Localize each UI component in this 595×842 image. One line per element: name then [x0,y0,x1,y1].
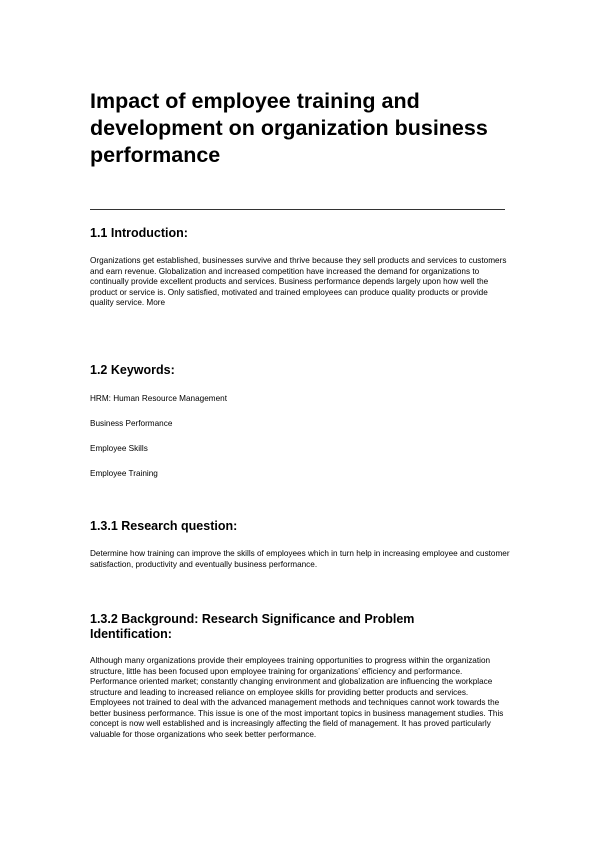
document-title: Impact of employee training and development on organization business performance [90,89,488,167]
keyword-item: Employee Skills [90,444,148,453]
keywords-heading: 1.2 Keywords: [90,363,175,377]
research-question-heading: 1.3.1 Research question: [90,519,238,533]
background-heading: 1.3.2 Background: Research Significance and Problem Identification: [90,612,415,641]
keyword-item: HRM: Human Resource Management [90,394,227,403]
research-question-paragraph: Determine how training can improve the skills of employees which in turn help in increasing employee and customer satisfaction, productivity and eventually business performance. [90,549,510,569]
intro-heading: 1.1 Introduction: [90,226,188,240]
background-paragraph: Although many organizations provide their employees training opportunities to progress within the organization structure, little has been focused upon employee training for organizations’ efficiency and performance. Performance oriented market; constantly changing environment and globalization are influencing the workplace structure and leading to increased reliance on employee skills for providing better products and services. Employees not trained to deal with the advanced management methods and techniques cannot work towards the better business performance. This issue is one of the most important topics in business management studies. This concept is now well established and is increasingly affecting the field of management. It has proved particularly valuable for those organizations who seek better performance. [90,656,504,739]
intro-paragraph: Organizations get established, businesses survive and thrive because they sell products and services to customers and earn revenue. Globalization and increased competition have increased the demand for organizations to continually provide excellent products and services. Business performance depends largely upon how well the product or service is. Only satisfied, motivated and trained employees can produce quality products or provide quality service. More [90,256,507,307]
keyword-item: Employee Training [90,469,158,478]
keyword-item: Business Performance [90,419,173,428]
title-divider [90,209,505,210]
